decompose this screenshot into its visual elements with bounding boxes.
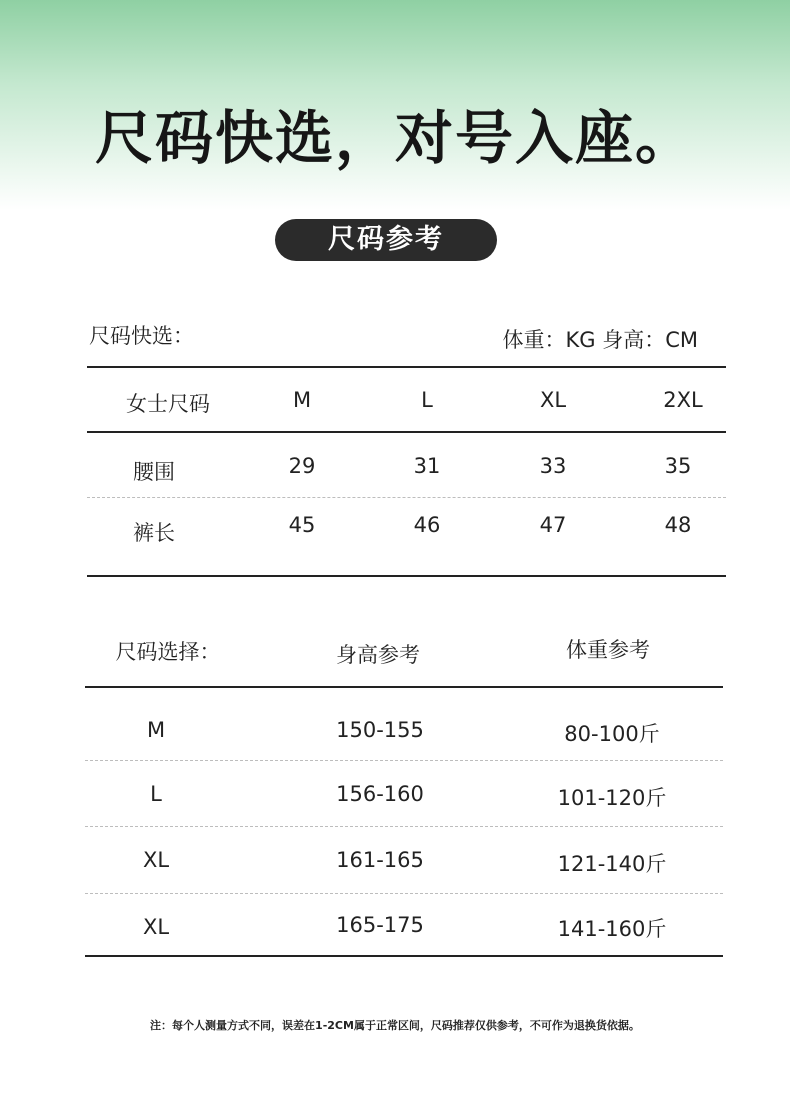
height-cell: 150-155 [336,718,424,742]
table-bottom-rule [87,575,726,577]
size-cell: L [150,782,162,806]
weight-cell: 141-160斤 [557,917,667,941]
height-cell: 161-165 [336,848,424,872]
height-cell: 156-160 [336,782,424,806]
size-reference-badge: 尺码参考 [275,219,497,261]
table-cell: 31 [413,454,441,478]
quick-size-label: 尺码快选： [89,324,194,348]
row-label: 腰围 [133,460,175,484]
weight-cell: 80-100斤 [564,722,660,746]
row-divider [85,893,723,894]
size-cell: XL [142,848,170,872]
column-header: M [292,388,312,412]
page-title: 尺码快选，对号入座。 [94,104,695,172]
table-cell: 35 [664,454,692,478]
table-cell: 48 [664,513,692,537]
column-header: XL [539,388,567,412]
table-top-rule [87,366,726,368]
weight-cell: 121-140斤 [557,852,667,876]
column-header: 2XL [663,388,703,412]
row-divider [87,497,726,498]
weight-cell: 101-120斤 [557,786,667,810]
table-cell: 46 [413,513,441,537]
row-label: 裤长 [133,521,175,545]
column-header: 女士尺码 [126,392,210,416]
table-bottom-rule [85,955,723,957]
column-header: L [421,388,433,412]
table-header-rule [85,686,723,688]
table-cell: 29 [288,454,316,478]
table-cell: 45 [288,513,316,537]
height-cell: 165-175 [336,913,424,937]
row-divider [85,760,723,761]
row-divider [85,826,723,827]
size-cell: M [146,718,166,742]
table-header-rule [87,431,726,433]
table-cell: 47 [539,513,567,537]
table-cell: 33 [539,454,567,478]
units-label: 体重：KG 身高：CM [502,328,698,352]
column-header: 身高参考 [336,643,420,667]
column-header: 尺码选择： [115,640,221,664]
size-cell: XL [142,915,170,939]
footnote: 注：每个人测量方式不同，误差在1-2CM属于正常区间，尺码推荐仅供参考，不可作为退换货依据。 [150,1019,640,1032]
column-header: 体重参考 [566,638,650,662]
